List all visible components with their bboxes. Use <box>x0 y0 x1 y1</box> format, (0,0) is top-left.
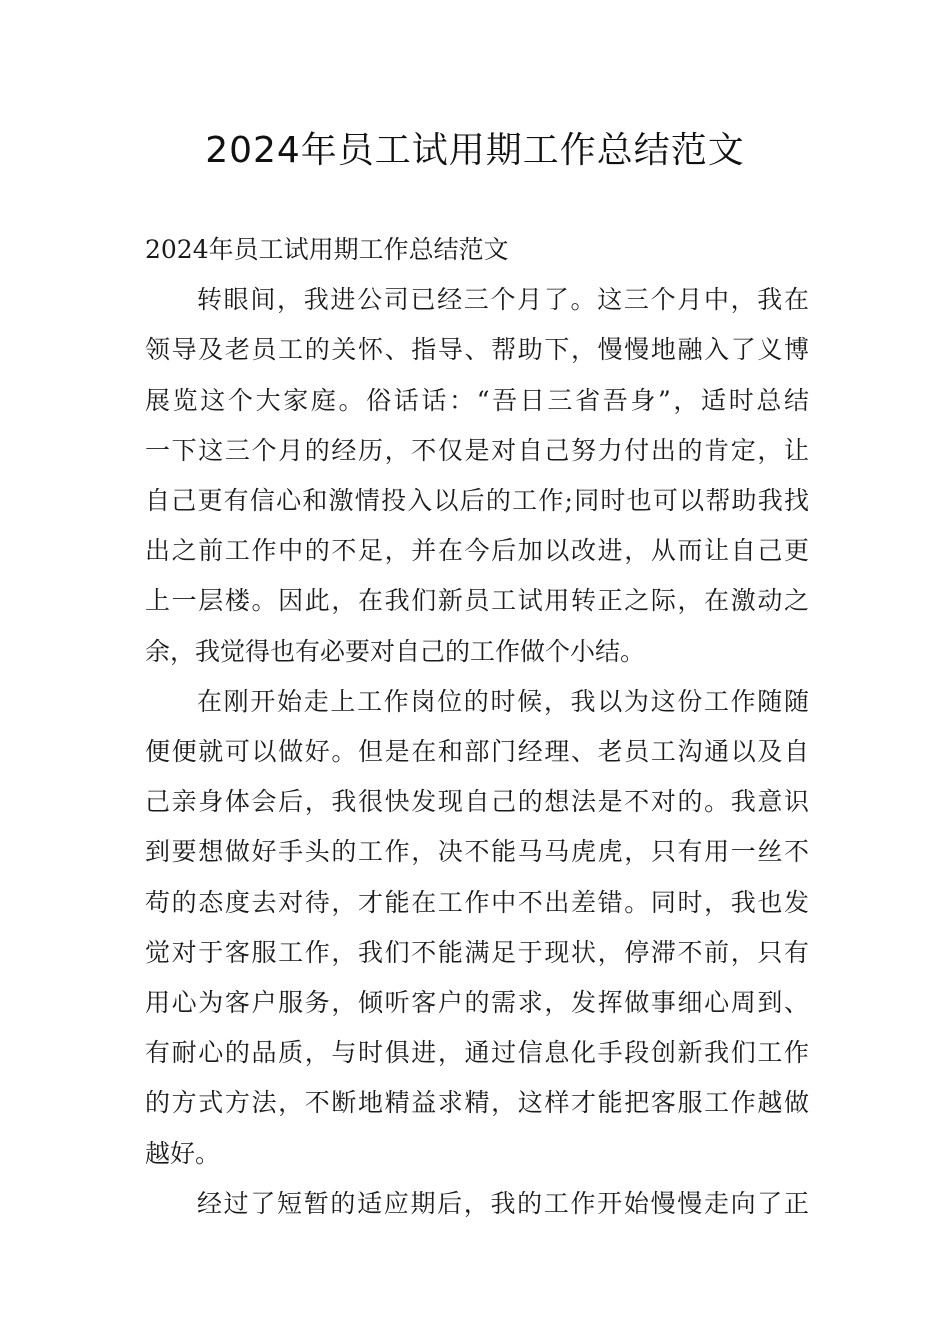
paragraph-line: 自己更有信心和激情投入以后的工作;同时也可以帮助我找 <box>145 486 809 516</box>
paragraph-line: 一下这三个月的经历，不仅是对自己努力付出的肯定，让 <box>145 435 809 465</box>
paragraph-line: 觉对于客服工作，我们不能满足于现状，停滞不前，只有 <box>145 937 809 967</box>
paragraph-line: 越好。 <box>145 1138 221 1168</box>
paragraph-line: 余，我觉得也有必要对自己的工作做个小结。 <box>145 636 646 666</box>
document-body <box>145 225 809 1229</box>
paragraph-line: 的方式方法，不断地精益求精，这样才能把客服工作越做 <box>145 1088 809 1118</box>
paragraph-line: 上一层楼。因此，在我们新员工试用转正之际，在激动之 <box>145 586 809 616</box>
paragraph-line: 有耐心的品质，与时俱进，通过信息化手段创新我们工作 <box>145 1038 809 1068</box>
document-title: 2024年员工试用期工作总结范文 <box>205 130 745 171</box>
paragraph-line: 出之前工作中的不足，并在今后加以改进，从而让自己更 <box>145 536 809 566</box>
paragraph-line: 己亲身体会后，我很快发现自己的想法是不对的。我意识 <box>145 787 809 817</box>
paragraph-1 <box>145 275 809 677</box>
paragraph-line: 用心为客户服务，倾听客户的需求，发挥做事细心周到、 <box>145 988 809 1018</box>
paragraph-line: 领导及老员工的关怀、指导、帮助下，慢慢地融入了义博 <box>145 335 809 365</box>
paragraph-3 <box>145 1179 809 1229</box>
paragraph-line: 便便就可以做好。但是在和部门经理、老员工沟通以及自 <box>145 737 809 767</box>
paragraph-line: 在刚开始走上工作岗位的时候，我以为这份工作随随 <box>197 686 809 716</box>
document-subtitle: 2024年员工试用期工作总结范文 <box>145 235 509 264</box>
paragraph-line: 苟的态度去对待，才能在工作中不出差错。同时，我也发 <box>145 887 809 917</box>
paragraph-line: 转眼间，我进公司已经三个月了。这三个月中，我在 <box>197 285 809 315</box>
paragraph-line: 到要想做好手头的工作，决不能马马虎虎，只有用一丝不 <box>145 837 809 867</box>
paragraph-2 <box>145 677 809 1179</box>
paragraph-line: 经过了短暂的适应期后，我的工作开始慢慢走向了正 <box>197 1188 809 1218</box>
paragraph-line: 展览这个大家庭。俗话话：“吾日三省吾身”，适时总结 <box>145 385 809 415</box>
